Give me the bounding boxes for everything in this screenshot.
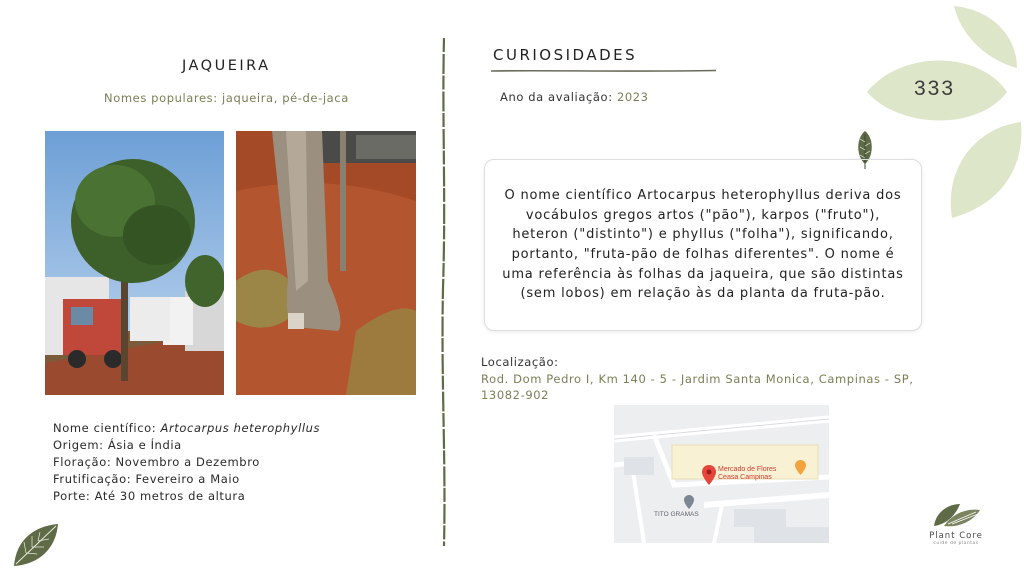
brand [916, 500, 996, 552]
plant-title: JAQUEIRA [182, 58, 271, 74]
curiosity-text: O nome científico Artocarpus heterophyllus deriva dos vocábulos gregos artos ("pão"), karpos ("fruto"), heteron ("distinto") e phyllus ("folha"), significando, portanto, "fruta-pão de folhas diferentes". O nome é uma referência às folhas da jaqueira, que são distintas (sem lobos) em relação às da planta da fruta-pão. [502, 187, 904, 302]
brand-name: Plant Core [929, 531, 983, 541]
spec-origin: Origem: Ásia e Índia [53, 438, 182, 452]
curiosities-title: CURIOSIDADES [493, 46, 638, 64]
location-map[interactable] [614, 405, 829, 543]
brand-tagline: cuide de plantas [933, 541, 979, 546]
map-place-label [718, 466, 776, 482]
logo-icon [930, 500, 982, 530]
plant-specs [53, 420, 320, 505]
location-label: Localização: [481, 355, 559, 369]
spec-scientific-name [53, 420, 320, 437]
spec-flowering: Floração: Novembro a Dezembro [53, 455, 260, 469]
spec-size: Porte: Até 30 metros de altura [53, 489, 246, 503]
photo-tree [45, 131, 224, 395]
map-poi-label: TITO GRAMAS [654, 511, 699, 518]
location-address: Rod. Dom Pedro I, Km 140 - 5 - Jardim Santa Monica, Campinas - SP, 13082-902 [481, 372, 914, 402]
popular-names-label: Nomes populares: [104, 91, 218, 105]
photo-trunk [236, 131, 416, 395]
column-divider [438, 38, 450, 546]
map-place-name: Mercado de Flores [718, 466, 777, 473]
popular-names [104, 91, 349, 105]
spec-fruiting: Frutificação: Fevereiro a Maio [53, 472, 240, 486]
map-place-sub: Ceasa Campinas [718, 474, 772, 481]
evaluation-year [500, 90, 649, 104]
evaluation-year-label: Ano da avaliação: [500, 90, 613, 104]
scientific-name-label: Nome científico: [53, 421, 157, 435]
curiosity-box [484, 159, 922, 331]
evaluation-year-value: 2023 [616, 90, 649, 104]
title-underline [491, 68, 716, 74]
scientific-name-value: Artocarpus heterophyllus [160, 421, 321, 435]
food-icon [795, 460, 806, 475]
poi-pin-icon [684, 495, 694, 509]
map-pin-icon [702, 465, 716, 485]
popular-names-value: jaqueira, pé-de-jaca [222, 91, 349, 105]
plant-number-badge: 333 [914, 77, 956, 100]
leaf-icon [12, 522, 60, 568]
